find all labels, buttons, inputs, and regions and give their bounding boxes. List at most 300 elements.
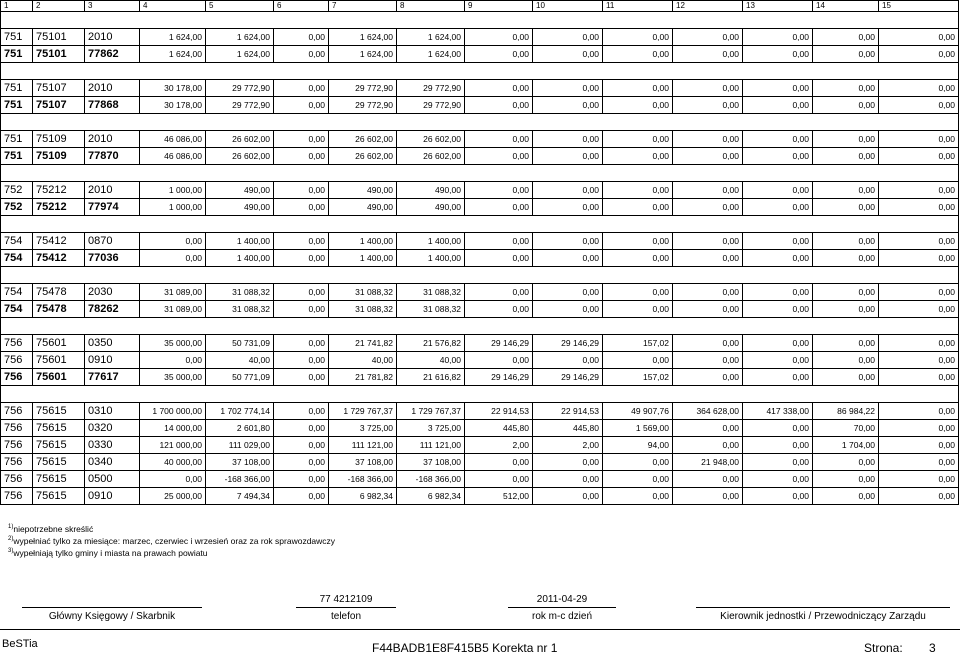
table-cell: 0500: [85, 471, 140, 488]
separator-cell: [603, 12, 673, 29]
table-cell: 0910: [85, 352, 140, 369]
table-cell: 157,02: [603, 335, 673, 352]
table-cell: 0,00: [603, 148, 673, 165]
table-cell: 0,00: [673, 97, 743, 114]
table-cell: 75109: [33, 131, 85, 148]
separator-cell: [879, 165, 959, 182]
separator-cell: [397, 318, 465, 335]
table-cell: 0,00: [879, 29, 959, 46]
separator-cell: [1, 267, 33, 284]
table-cell: 0,00: [743, 199, 813, 216]
table-cell: 0,00: [603, 182, 673, 199]
separator-cell: [33, 318, 85, 335]
separator-cell: [533, 165, 603, 182]
table-cell: 0,00: [743, 301, 813, 318]
table-cell: 0,00: [533, 233, 603, 250]
column-number-cell: 14: [813, 1, 879, 12]
table-cell: 751: [1, 131, 33, 148]
separator-cell: [603, 267, 673, 284]
table-cell: 6 982,34: [397, 488, 465, 505]
table-cell: 31 088,32: [206, 284, 274, 301]
table-cell: 0,00: [465, 352, 533, 369]
column-number-cell: 10: [533, 1, 603, 12]
table-cell: 29 772,90: [206, 80, 274, 97]
table-cell: 0,00: [274, 301, 329, 318]
footnote: [8, 522, 335, 534]
table-cell: 0,00: [673, 284, 743, 301]
table-cell: 0,00: [603, 29, 673, 46]
table-cell: 0,00: [743, 437, 813, 454]
column-number-cell: 9: [465, 1, 533, 12]
table-cell: 25 000,00: [140, 488, 206, 505]
table-cell: 40,00: [397, 352, 465, 369]
table-cell: 490,00: [397, 182, 465, 199]
table-cell: 0350: [85, 335, 140, 352]
table-cell: 0,00: [673, 46, 743, 63]
table-cell: 21 576,82: [397, 335, 465, 352]
table-cell: 0,00: [465, 182, 533, 199]
footer-divider: [0, 629, 960, 630]
table-row: [1, 352, 959, 369]
table-cell: 50 771,09: [206, 369, 274, 386]
table-cell: 37 108,00: [397, 454, 465, 471]
table-cell: 417 338,00: [743, 403, 813, 420]
separator-cell: [397, 63, 465, 80]
separator-cell: [1, 165, 33, 182]
table-cell: 754: [1, 233, 33, 250]
table-row: [1, 488, 959, 505]
table-cell: 77617: [85, 369, 140, 386]
table-cell: 0,00: [603, 454, 673, 471]
table-cell: 751: [1, 80, 33, 97]
table-cell: 490,00: [329, 182, 397, 199]
table-cell: 35 000,00: [140, 369, 206, 386]
separator-cell: [329, 318, 397, 335]
table-cell: 0340: [85, 454, 140, 471]
footnote-text: wypełniać tylko za miesiące: marzec, czerwiec i wrzesień oraz za rok sprawozdawczy: [13, 535, 336, 546]
separator-cell: [274, 386, 329, 403]
table-cell: 1 704,00: [813, 437, 879, 454]
group-separator: [1, 114, 959, 131]
column-number-cell: 7: [329, 1, 397, 12]
table-cell: 1 702 774,14: [206, 403, 274, 420]
table-cell: 40 000,00: [140, 454, 206, 471]
separator-cell: [673, 165, 743, 182]
table-cell: 37 108,00: [206, 454, 274, 471]
table-cell: 0,00: [813, 488, 879, 505]
table-cell: 751: [1, 46, 33, 63]
separator-cell: [743, 386, 813, 403]
table-cell: 752: [1, 199, 33, 216]
table-cell: 0,00: [673, 471, 743, 488]
table-cell: 0,00: [673, 29, 743, 46]
table-cell: 1 400,00: [329, 233, 397, 250]
table-cell: 0,00: [140, 250, 206, 267]
table-cell: 75212: [33, 199, 85, 216]
separator-cell: [140, 165, 206, 182]
table-cell: 0,00: [140, 471, 206, 488]
table-cell: 75615: [33, 471, 85, 488]
table-cell: 0,00: [743, 80, 813, 97]
table-cell: 1 729 767,37: [397, 403, 465, 420]
separator-cell: [33, 165, 85, 182]
separator-cell: [673, 63, 743, 80]
table-row: [1, 471, 959, 488]
table-cell: 0,00: [274, 233, 329, 250]
table-cell: 0,00: [673, 301, 743, 318]
table-cell: 1 729 767,37: [329, 403, 397, 420]
separator-cell: [274, 267, 329, 284]
table-cell: 2010: [85, 131, 140, 148]
footnote-mark: 2): [8, 535, 14, 542]
separator-cell: [743, 216, 813, 233]
table-cell: 0,00: [743, 233, 813, 250]
table-cell: 0,00: [465, 148, 533, 165]
table-cell: 0,00: [879, 250, 959, 267]
table-cell: 0,00: [879, 182, 959, 199]
separator-cell: [329, 63, 397, 80]
table-row-total: [1, 369, 959, 386]
separator-cell: [673, 12, 743, 29]
group-separator: [1, 216, 959, 233]
table-cell: 31 088,32: [329, 301, 397, 318]
separator-cell: [879, 114, 959, 131]
table-cell: 75107: [33, 97, 85, 114]
separator-cell: [813, 318, 879, 335]
table-cell: 78262: [85, 301, 140, 318]
table-cell: 490,00: [206, 182, 274, 199]
table-cell: 22 914,53: [465, 403, 533, 420]
table-cell: 2010: [85, 182, 140, 199]
table-cell: 37 108,00: [329, 454, 397, 471]
separator-cell: [673, 114, 743, 131]
group-separator: [1, 12, 959, 29]
table-cell: 46 086,00: [140, 131, 206, 148]
table-cell: 1 000,00: [140, 199, 206, 216]
table-cell: 0,00: [813, 29, 879, 46]
separator-cell: [33, 216, 85, 233]
table-cell: 0,00: [603, 80, 673, 97]
table-cell: 512,00: [465, 488, 533, 505]
table-cell: 0,00: [465, 97, 533, 114]
table-cell: 35 000,00: [140, 335, 206, 352]
table-cell: 46 086,00: [140, 148, 206, 165]
separator-cell: [813, 63, 879, 80]
group-separator: [1, 267, 959, 284]
table-cell: 0,00: [879, 420, 959, 437]
table-cell: 0,00: [879, 284, 959, 301]
table-cell: 0,00: [140, 352, 206, 369]
table-cell: 0,00: [879, 46, 959, 63]
separator-cell: [140, 216, 206, 233]
table-cell: 0,00: [743, 369, 813, 386]
table-cell: 0,00: [603, 488, 673, 505]
table-cell: 1 400,00: [206, 250, 274, 267]
separator-cell: [603, 114, 673, 131]
table-cell: 0,00: [603, 471, 673, 488]
table-cell: 0,00: [533, 488, 603, 505]
table-cell: 30 178,00: [140, 80, 206, 97]
table-cell: 0,00: [274, 97, 329, 114]
table-row: [1, 335, 959, 352]
separator-cell: [329, 114, 397, 131]
column-number-cell: 6: [274, 1, 329, 12]
separator-cell: [329, 165, 397, 182]
separator-cell: [879, 63, 959, 80]
table-cell: 75601: [33, 369, 85, 386]
separator-cell: [85, 165, 140, 182]
table-cell: 0,00: [813, 454, 879, 471]
table-cell: 0,00: [813, 250, 879, 267]
table-cell: 75615: [33, 420, 85, 437]
table-cell: 1 400,00: [329, 250, 397, 267]
table-cell: 0,00: [274, 454, 329, 471]
table-cell: 0,00: [274, 369, 329, 386]
table-cell: 0,00: [274, 420, 329, 437]
group-separator: [1, 63, 959, 80]
table-cell: 29 146,29: [465, 335, 533, 352]
footer-page-label: Strona:: [864, 641, 903, 655]
group-separator: [1, 318, 959, 335]
table-cell: 0,00: [743, 454, 813, 471]
table-cell: 0,00: [673, 488, 743, 505]
separator-cell: [397, 386, 465, 403]
table-cell: 0,00: [465, 29, 533, 46]
separator-cell: [140, 386, 206, 403]
separator-cell: [206, 318, 274, 335]
column-number-cell: 5: [206, 1, 274, 12]
footnote: [8, 546, 335, 558]
table-cell: 0,00: [743, 335, 813, 352]
table-cell: 0910: [85, 488, 140, 505]
table-cell: 29 772,90: [397, 97, 465, 114]
table-row-total: [1, 301, 959, 318]
table-cell: 0,00: [603, 97, 673, 114]
table-cell: 0,00: [465, 301, 533, 318]
table-cell: 26 602,00: [397, 131, 465, 148]
table-cell: 0,00: [140, 233, 206, 250]
table-cell: 0,00: [813, 182, 879, 199]
table-cell: 0,00: [879, 199, 959, 216]
separator-cell: [1, 114, 33, 131]
table-cell: 75615: [33, 403, 85, 420]
separator-cell: [85, 267, 140, 284]
table-cell: 29 772,90: [397, 80, 465, 97]
table-cell: 0,00: [673, 437, 743, 454]
table-cell: 754: [1, 250, 33, 267]
separator-cell: [33, 267, 85, 284]
separator-cell: [85, 318, 140, 335]
separator-cell: [397, 267, 465, 284]
table-cell: 0310: [85, 403, 140, 420]
table-cell: 0,00: [673, 182, 743, 199]
table-row: [1, 454, 959, 471]
table-cell: 0,00: [673, 131, 743, 148]
table-row-total: [1, 148, 959, 165]
table-cell: 0,00: [813, 301, 879, 318]
table-cell: 75412: [33, 250, 85, 267]
table-cell: 0,00: [603, 250, 673, 267]
table-cell: 0,00: [603, 301, 673, 318]
table-cell: 0,00: [813, 471, 879, 488]
table-cell: 1 000,00: [140, 182, 206, 199]
table-cell: 0,00: [743, 471, 813, 488]
separator-cell: [274, 216, 329, 233]
table-cell: 0,00: [603, 233, 673, 250]
signature-line-date: [508, 607, 616, 608]
separator-cell: [140, 267, 206, 284]
separator-cell: [397, 165, 465, 182]
table-cell: 0,00: [603, 131, 673, 148]
table-cell: 30 178,00: [140, 97, 206, 114]
table-cell: 445,80: [533, 420, 603, 437]
signature-line-chief: [22, 607, 202, 608]
table-cell: 14 000,00: [140, 420, 206, 437]
table-cell: 490,00: [329, 199, 397, 216]
table-cell: 0,00: [274, 29, 329, 46]
table-body: [1, 1, 959, 505]
separator-cell: [140, 12, 206, 29]
phone-label: telefon: [330, 611, 362, 622]
table-cell: 0,00: [673, 148, 743, 165]
separator-cell: [743, 165, 813, 182]
table-cell: 0,00: [743, 182, 813, 199]
table-cell: 0,00: [673, 352, 743, 369]
table-cell: 0,00: [274, 471, 329, 488]
table-cell: 0,00: [274, 437, 329, 454]
separator-cell: [206, 63, 274, 80]
table-cell: 0,00: [603, 46, 673, 63]
table-cell: 157,02: [603, 369, 673, 386]
table-cell: 31 089,00: [140, 284, 206, 301]
table-cell: 121 000,00: [140, 437, 206, 454]
separator-cell: [743, 12, 813, 29]
table-cell: 0330: [85, 437, 140, 454]
table-cell: -168 366,00: [206, 471, 274, 488]
table-cell: 40,00: [206, 352, 274, 369]
table-cell: 0,00: [813, 148, 879, 165]
separator-cell: [140, 318, 206, 335]
table-cell: 751: [1, 97, 33, 114]
separator-cell: [206, 165, 274, 182]
column-number-cell: 12: [673, 1, 743, 12]
table-row: [1, 182, 959, 199]
table-cell: 0,00: [465, 233, 533, 250]
table-cell: 0,00: [813, 199, 879, 216]
table-cell: 0,00: [743, 148, 813, 165]
table-cell: 29 146,29: [533, 369, 603, 386]
separator-cell: [603, 165, 673, 182]
head-of-unit-label: Kierownik jednostki / Przewodniczący Zarządu: [720, 611, 926, 622]
table-cell: 2010: [85, 29, 140, 46]
separator-cell: [1, 318, 33, 335]
table-cell: 0,00: [465, 471, 533, 488]
date-label: rok m-c dzień: [531, 611, 592, 622]
table-cell: 7 494,34: [206, 488, 274, 505]
table-cell: 0,00: [533, 182, 603, 199]
table-cell: 0870: [85, 233, 140, 250]
table-cell: 0,00: [743, 488, 813, 505]
table-cell: 31 088,32: [397, 284, 465, 301]
column-number-cell: 4: [140, 1, 206, 12]
separator-cell: [1, 63, 33, 80]
table-cell: 86 984,22: [813, 403, 879, 420]
table-cell: 0,00: [274, 352, 329, 369]
footnote-text: niepotrzebne skreślić: [13, 523, 94, 534]
separator-cell: [274, 63, 329, 80]
table-cell: 0,00: [465, 199, 533, 216]
separator-cell: [879, 386, 959, 403]
separator-cell: [33, 114, 85, 131]
table-cell: 75615: [33, 488, 85, 505]
table-cell: -168 366,00: [329, 471, 397, 488]
table-cell: 0,00: [533, 131, 603, 148]
separator-cell: [813, 216, 879, 233]
separator-cell: [206, 267, 274, 284]
separator-cell: [85, 216, 140, 233]
separator-cell: [140, 114, 206, 131]
table-cell: 0,00: [813, 131, 879, 148]
separator-cell: [673, 216, 743, 233]
separator-cell: [879, 216, 959, 233]
table-cell: 3 725,00: [397, 420, 465, 437]
table-cell: 0,00: [743, 46, 813, 63]
group-separator: [1, 165, 959, 182]
separator-cell: [33, 12, 85, 29]
table-row-total: [1, 250, 959, 267]
table-cell: 0,00: [465, 131, 533, 148]
table-cell: 0,00: [274, 131, 329, 148]
table-cell: 29 146,29: [465, 369, 533, 386]
table-cell: 0,00: [603, 352, 673, 369]
separator-cell: [813, 386, 879, 403]
separator-cell: [397, 216, 465, 233]
footer-page-number: 3: [929, 641, 936, 655]
table-cell: 2010: [85, 80, 140, 97]
separator-cell: [465, 216, 533, 233]
table-cell: 0,00: [879, 97, 959, 114]
table-cell: 77870: [85, 148, 140, 165]
table-cell: 0,00: [879, 233, 959, 250]
table-cell: 1 624,00: [329, 46, 397, 63]
separator-cell: [33, 63, 85, 80]
separator-cell: [274, 12, 329, 29]
column-number-cell: 13: [743, 1, 813, 12]
table-cell: 75478: [33, 284, 85, 301]
separator-cell: [533, 114, 603, 131]
separator-cell: [743, 63, 813, 80]
table-cell: 21 741,82: [329, 335, 397, 352]
separator-cell: [603, 318, 673, 335]
table-cell: 22 914,53: [533, 403, 603, 420]
table-cell: 0,00: [813, 284, 879, 301]
separator-cell: [1, 386, 33, 403]
separator-cell: [879, 318, 959, 335]
table-cell: 2,00: [465, 437, 533, 454]
separator-cell: [743, 318, 813, 335]
table-cell: 1 400,00: [397, 233, 465, 250]
table-cell: 445,80: [465, 420, 533, 437]
separator-cell: [85, 386, 140, 403]
separator-cell: [879, 267, 959, 284]
table-cell: 21 948,00: [673, 454, 743, 471]
separator-cell: [1, 216, 33, 233]
table-cell: 754: [1, 284, 33, 301]
table-cell: 111 121,00: [397, 437, 465, 454]
table-cell: 0,00: [879, 403, 959, 420]
separator-cell: [397, 114, 465, 131]
separator-cell: [465, 267, 533, 284]
